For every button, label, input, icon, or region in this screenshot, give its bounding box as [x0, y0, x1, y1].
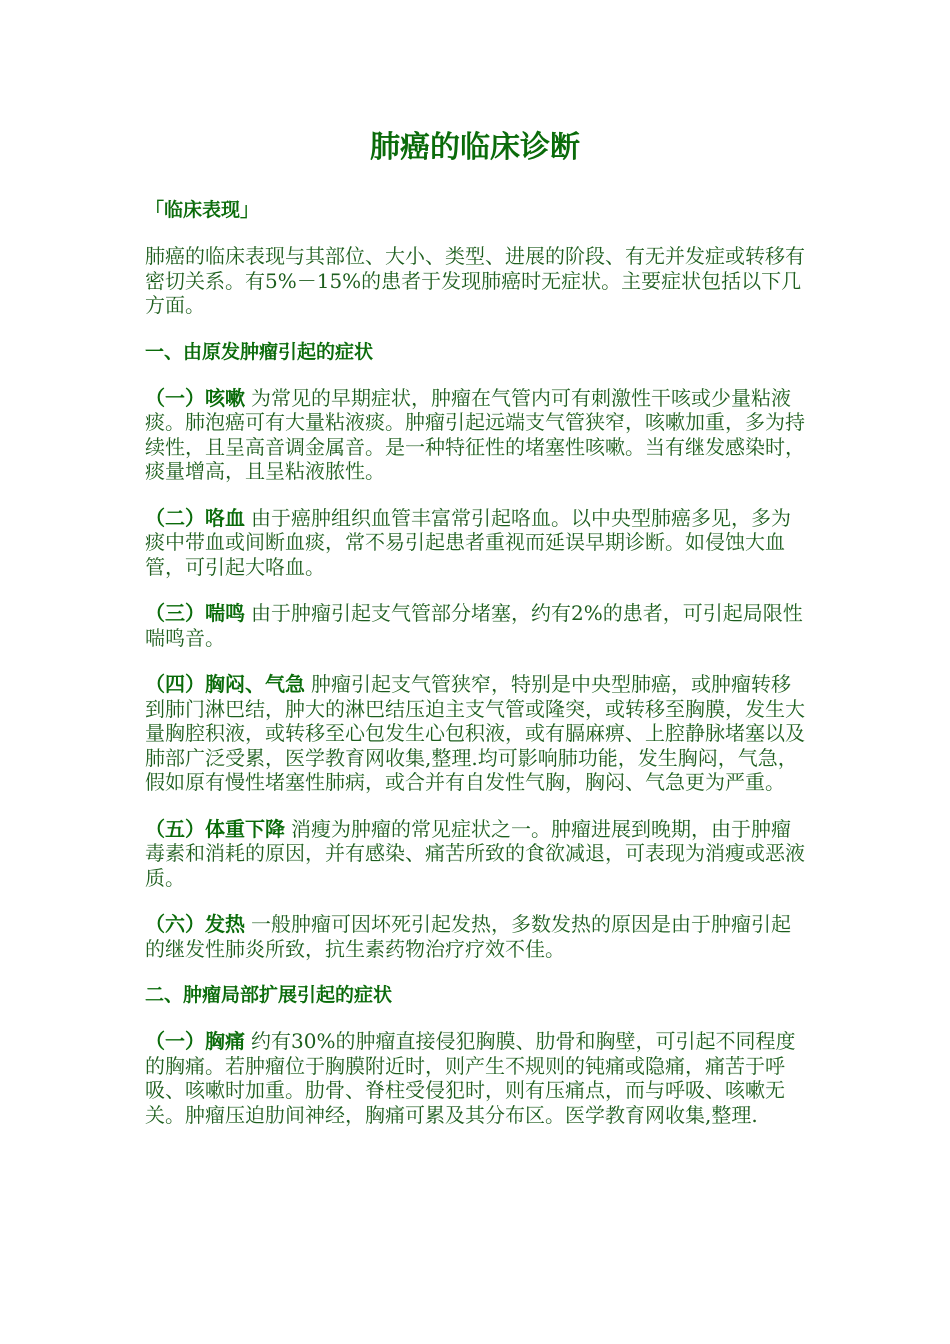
symptom-term: （一）胸痛: [145, 1029, 245, 1053]
symptom-term: （四）胸闷、气急: [145, 672, 305, 696]
symptom-paragraph: [145, 817, 805, 891]
symptom-paragraph: [145, 672, 805, 795]
symptom-text: 由于癌肿组织血管丰富常引起咯血。以中央型肺癌多见，多为痰中带血或间断血痰，常不易引起患者重视而延误早期诊断。如侵蚀大血管，可引起大咯血。: [145, 505, 791, 579]
page-title: 肺癌的临床诊断: [370, 130, 580, 165]
symptom-text: 由于肿瘤引起支气管部分堵塞，约有2%的患者，可引起局限性喘鸣音。: [145, 601, 803, 650]
symptom-text: 肿瘤引起支气管狭窄，特别是中央型肺癌，或肿瘤转移到肺门淋巴结，肿大的淋巴结压迫主支气管或隆突，或转移至胸膜，发生大量胸腔积液，或转移至心包发生心包积液，或有膈麻痹、上腔静脉堵塞以及肺部广泛受累，医学教育网收集,整理.均可影响肺功能，发生胸闷，气急，假如原有慢性堵塞性肺病，或合并有自发性气胸，胸闷、气急更为严重。: [145, 672, 805, 794]
symptom-paragraph: [145, 912, 805, 961]
symptom-paragraph: [145, 386, 805, 484]
symptom-text: 消瘦为肿瘤的常见症状之一。肿瘤进展到晚期，由于肿瘤毒素和消耗的原因，并有感染、痛苦所致的食欲减退，可表现为消瘦或恶液质。: [145, 816, 805, 890]
part1-heading: 一、由原发肿瘤引起的症状: [145, 340, 374, 363]
intro-paragraph: 肺癌的临床表现与其部位、大小、类型、进展的阶段、有无并发症或转移有密切关系。有5%－15%的患者于发现肺癌时无症状。主要症状包括以下几方面。: [145, 244, 805, 317]
part2-heading: 二、肿瘤局部扩展引起的症状: [145, 984, 393, 1006]
symptom-term: （三）喘鸣: [145, 601, 245, 625]
document-body: [145, 198, 805, 1149]
symptom-text: 一般肿瘤可因坏死引起发热，多数发热的原因是由于肿瘤引起的继发性肺炎所致，抗生素药物治疗疗效不佳。: [145, 912, 791, 961]
symptom-paragraph: [145, 506, 805, 580]
symptom-term: （一）咳嗽: [145, 385, 245, 410]
symptom-term: （五）体重下降: [145, 816, 285, 841]
symptom-text: 约有30%的肿瘤直接侵犯胸膜、肋骨和胸壁，可引起不同程度的胸痛。若肿瘤位于胸膜附近时，则产生不规则的钝痛或隐痛，痛苦于呼吸、咳嗽时加重。肋骨、脊柱受侵犯时，则有压痛点，而与呼吸、咳嗽无关。肿瘤压迫肋间神经，胸痛可累及其分布区。医学教育网收集,整理.: [145, 1029, 796, 1127]
symptom-paragraph: [145, 601, 805, 650]
symptom-text: 为常见的早期症状，肿瘤在气管内可有刺激性干咳或少量粘液痰。肺泡癌可有大量粘液痰。肿瘤引起远端支气管狭窄，咳嗽加重，多为持续性，且呈高音调金属音。是一种特征性的堵塞性咳嗽。当有继发感染时，痰量增高，且呈粘液脓性。: [145, 385, 805, 483]
symptom-term: （二）咯血: [145, 505, 245, 530]
symptom-term: （六）发热: [145, 912, 245, 936]
symptom-paragraph: [145, 1029, 805, 1127]
section-label: 「临床表现」: [145, 199, 260, 221]
